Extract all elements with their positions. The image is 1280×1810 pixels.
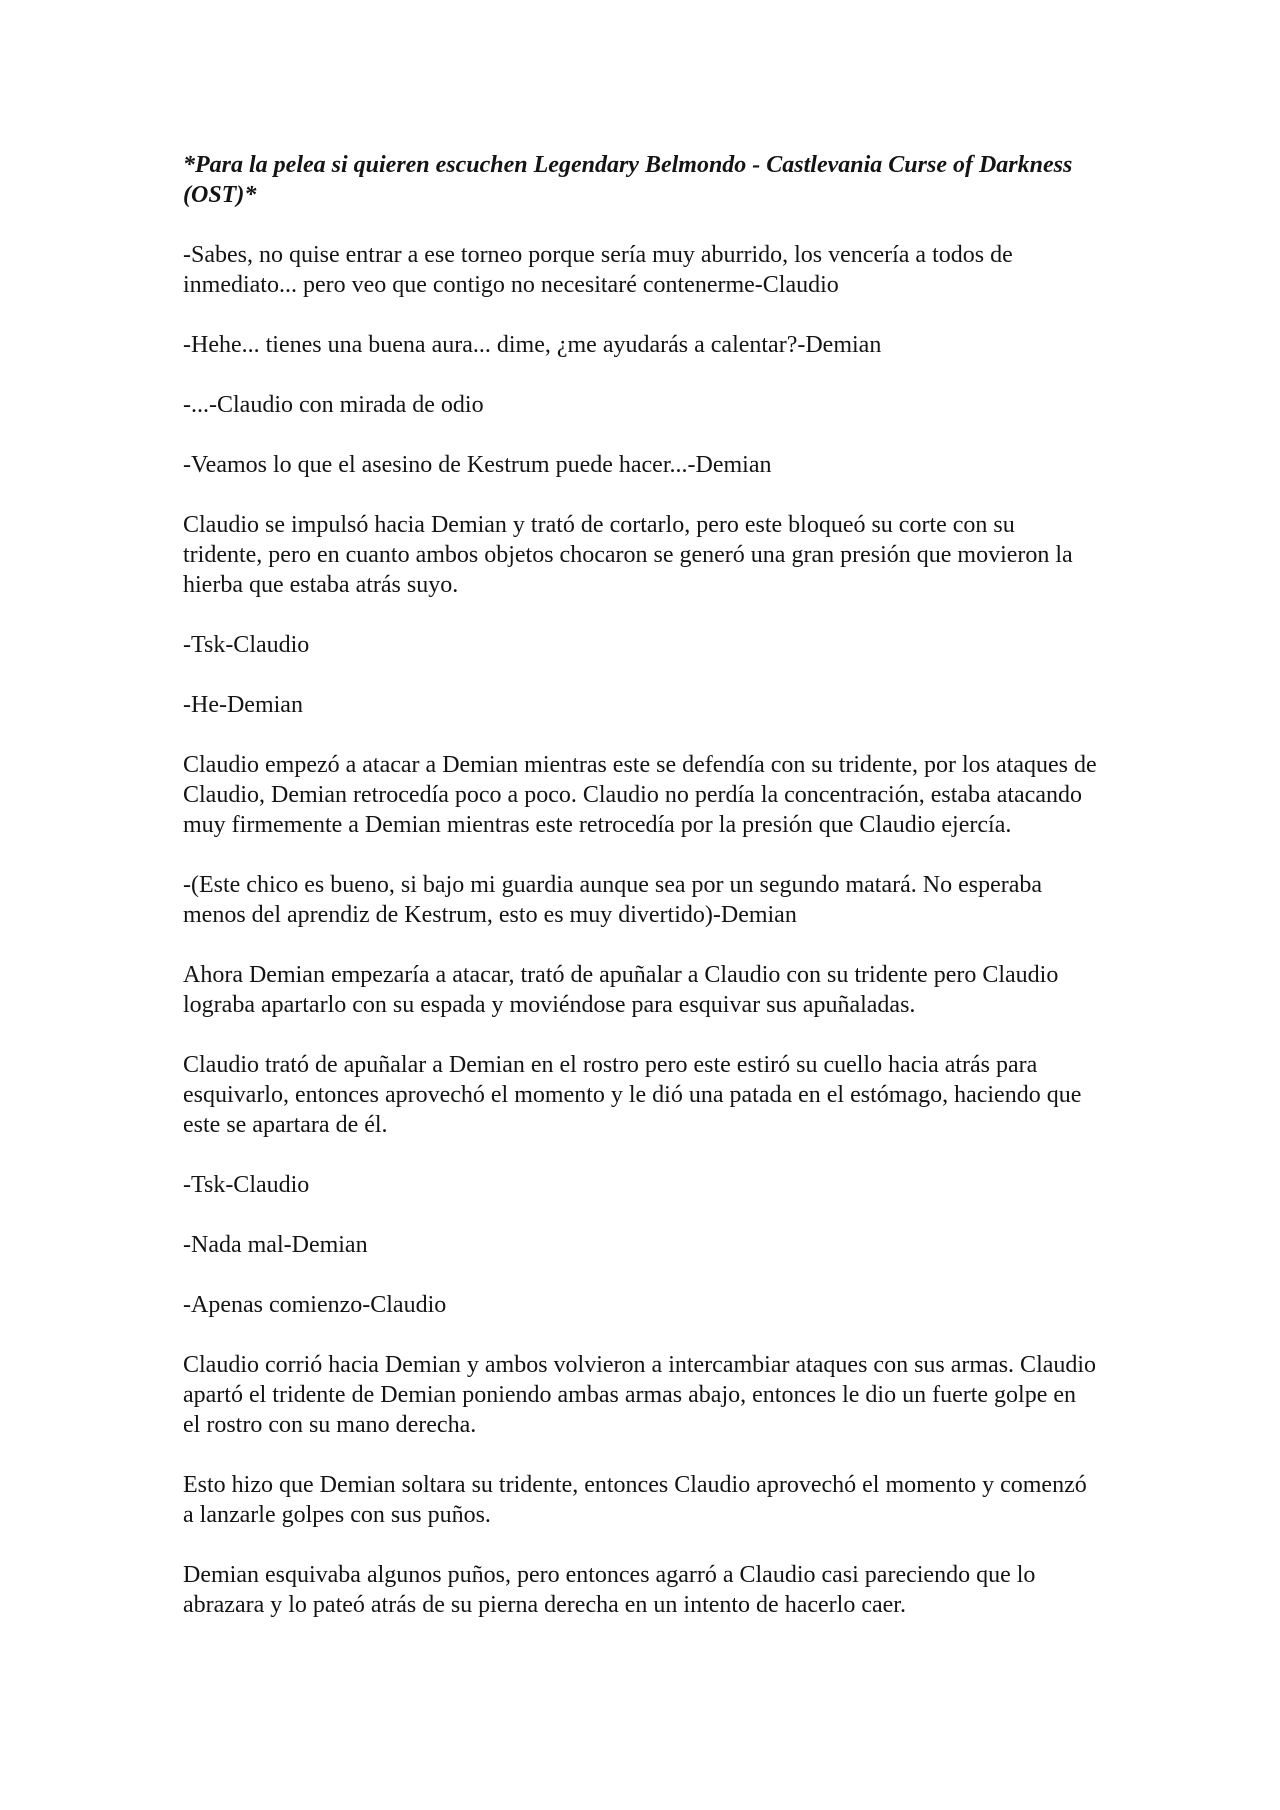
paragraph: -Tsk-Claudio bbox=[183, 632, 310, 658]
paragraph: -Nada mal-Demian bbox=[183, 1232, 368, 1258]
paragraph: -Apenas comienzo-Claudio bbox=[183, 1292, 447, 1318]
paragraph: Demian esquivaba algunos puños, pero entonces agarró a Claudio casi pareciendo que lo abrazara y lo pateó atrás de su pierna derecha en un intento de hacerlo caer. bbox=[183, 1562, 1036, 1618]
paragraph: -(Este chico es bueno, si bajo mi guardia aunque sea por un segundo matará. No esperaba menos del aprendiz de Kestrum, esto es muy divertido)-Demian bbox=[183, 872, 1043, 928]
paragraph: -Sabes, no quise entrar a ese torneo porque sería muy aburrido, los vencería a todos de inmediato... pero veo que contigo no necesitaré contenerme-Claudio bbox=[183, 242, 1013, 298]
paragraph: -Hehe... tienes una buena aura... dime, ¿me ayudarás a calentar?-Demian bbox=[183, 332, 882, 358]
paragraph: Claudio se impulsó hacia Demian y trató de cortarlo, pero este bloqueó su corte con su tridente, pero en cuanto ambos objetos chocaron se generó una gran presión que movieron la hierba que estaba atrás suyo. bbox=[183, 512, 1073, 598]
paragraph: -He-Demian bbox=[183, 692, 303, 718]
paragraph: Ahora Demian empezaría a atacar, trató de apuñalar a Claudio con su tridente pero Claudio lograba apartarlo con su espada y moviéndose para esquivar sus apuñaladas. bbox=[183, 962, 1059, 1018]
document-body bbox=[183, 150, 1098, 1650]
document-heading: *Para la pelea si quieren escuchen Legendary Belmondo - Castlevania Curse of Darkness (OST)* bbox=[183, 152, 1073, 208]
paragraph: -Veamos lo que el asesino de Kestrum puede hacer...-Demian bbox=[183, 452, 772, 478]
paragraph: -Tsk-Claudio bbox=[183, 1172, 310, 1198]
paragraph: Claudio trató de apuñalar a Demian en el rostro pero este estiró su cuello hacia atrás para esquivarlo, entonces aprovechó el momento y le dió una patada en el estómago, haciendo que este se apartara de él. bbox=[183, 1052, 1082, 1138]
paragraph: Esto hizo que Demian soltara su tridente, entonces Claudio aprovechó el momento y comenzó a lanzarle golpes con sus puños. bbox=[183, 1472, 1087, 1528]
paragraph: Claudio empezó a atacar a Demian mientras este se defendía con su tridente, por los ataques de Claudio, Demian retrocedía poco a poco. Claudio no perdía la concentración, estaba atacando muy firmemente a Demian mientras este retrocedía por la presión que Claudio ejercía. bbox=[183, 752, 1097, 838]
paragraph: Claudio corrió hacia Demian y ambos volvieron a intercambiar ataques con sus armas. Claudio apartó el tridente de Demian poniendo ambas armas abajo, entonces le dio un fuerte golpe en el rostro con su mano derecha. bbox=[183, 1352, 1097, 1438]
paragraph: -...-Claudio con mirada de odio bbox=[183, 392, 484, 418]
